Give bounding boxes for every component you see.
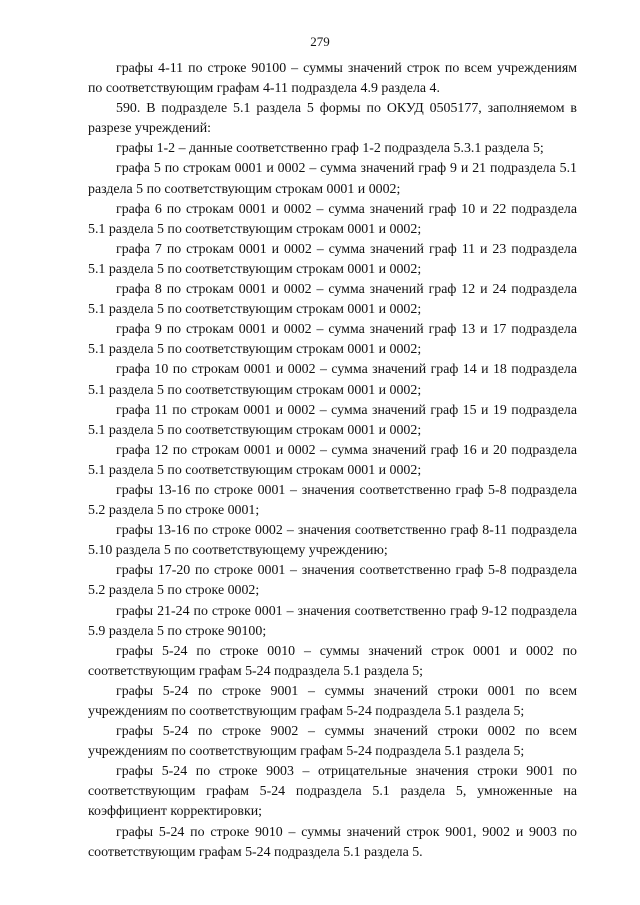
paragraph: 590. В подразделе 5.1 раздела 5 формы по ОКУД 0505177, заполняемом в разрезе учреждений: <box>88 101 577 137</box>
paragraph: графа 11 по строкам 0001 и 0002 – сумма значений граф 15 и 19 подраздела 5.1 раздела 5 по соответствующим строкам 0001 и 0002; <box>88 402 577 438</box>
paragraph: графа 5 по строкам 0001 и 0002 – сумма значений граф 9 и 21 подраздела 5.1 раздела 5 по соответствующим строкам 0001 и 0002; <box>88 161 577 197</box>
paragraph: графы 5-24 по строке 0010 – суммы значений строк 0001 и 0002 по соответствующим графам 5-24 подраздела 5.1 раздела 5; <box>88 643 577 679</box>
paragraph: графа 7 по строкам 0001 и 0002 – сумма значений граф 11 и 23 подраздела 5.1 раздела 5 по соответствующим строкам 0001 и 0002; <box>88 241 577 277</box>
paragraph: графа 8 по строкам 0001 и 0002 – сумма значений граф 12 и 24 подраздела 5.1 раздела 5 по соответствующим строкам 0001 и 0002; <box>88 282 577 318</box>
paragraph: графа 9 по строкам 0001 и 0002 – сумма значений граф 13 и 17 подраздела 5.1 раздела 5 по соответствующим строкам 0001 и 0002; <box>88 322 577 358</box>
paragraph: графа 10 по строкам 0001 и 0002 – сумма значений граф 14 и 18 подраздела 5.1 раздела 5 по соответствующим строкам 0001 и 0002; <box>88 362 577 398</box>
paragraph: графы 13-16 по строке 0002 – значения соответственно граф 8-11 подраздела 5.10 раздела 5 по соответствующему учреждению; <box>88 523 577 559</box>
paragraph: графы 21-24 по строке 0001 – значения соответственно граф 9-12 подраздела 5.9 раздела 5 по строке 90100; <box>88 603 577 639</box>
paragraph: графа 12 по строкам 0001 и 0002 – сумма значений граф 16 и 20 подраздела 5.1 раздела 5 по соответствующим строкам 0001 и 0002; <box>88 442 577 478</box>
paragraph: графа 6 по строкам 0001 и 0002 – сумма значений граф 10 и 22 подраздела 5.1 раздела 5 по соответствующим строкам 0001 и 0002; <box>88 201 577 237</box>
paragraph: графы 5-24 по строке 9010 – суммы значений строк 9001, 9002 и 9003 по соответствующим графам 5-24 подраздела 5.1 раздела 5. <box>88 824 577 860</box>
page-number: 279 <box>310 34 330 49</box>
paragraph: графы 5-24 по строке 9003 – отрицательные значения строки 9001 по соответствующим графам 5-24 подраздела 5.1 раздела 5, умноженные на коэффициент корректировки; <box>88 764 577 820</box>
paragraph: графы 5-24 по строке 9002 – суммы значений строки 0002 по всем учреждениям по соответствующим графам 5-24 подраздела 5.1 раздела 5; <box>88 724 577 760</box>
paragraph: графы 4-11 по строке 90100 – суммы значений строк по всем учреждениям по соответствующим графам 4-11 подраздела 4.9 раздела 4. <box>88 61 577 97</box>
paragraph: графы 13-16 по строке 0001 – значения соответственно граф 5-8 подраздела 5.2 раздела 5 по строке 0001; <box>88 482 577 519</box>
paragraph: графы 1-2 – данные соответственно граф 1-2 подраздела 5.3.1 раздела 5; <box>116 141 544 157</box>
document-body <box>88 59 577 863</box>
paragraph: графы 17-20 по строке 0001 – значения соответственно граф 5-8 подраздела 5.2 раздела 5 по строке 0002; <box>88 563 577 599</box>
paragraph: графы 5-24 по строке 9001 – суммы значений строки 0001 по всем учреждениям по соответствующим графам 5-24 подраздела 5.1 раздела 5; <box>88 683 577 719</box>
